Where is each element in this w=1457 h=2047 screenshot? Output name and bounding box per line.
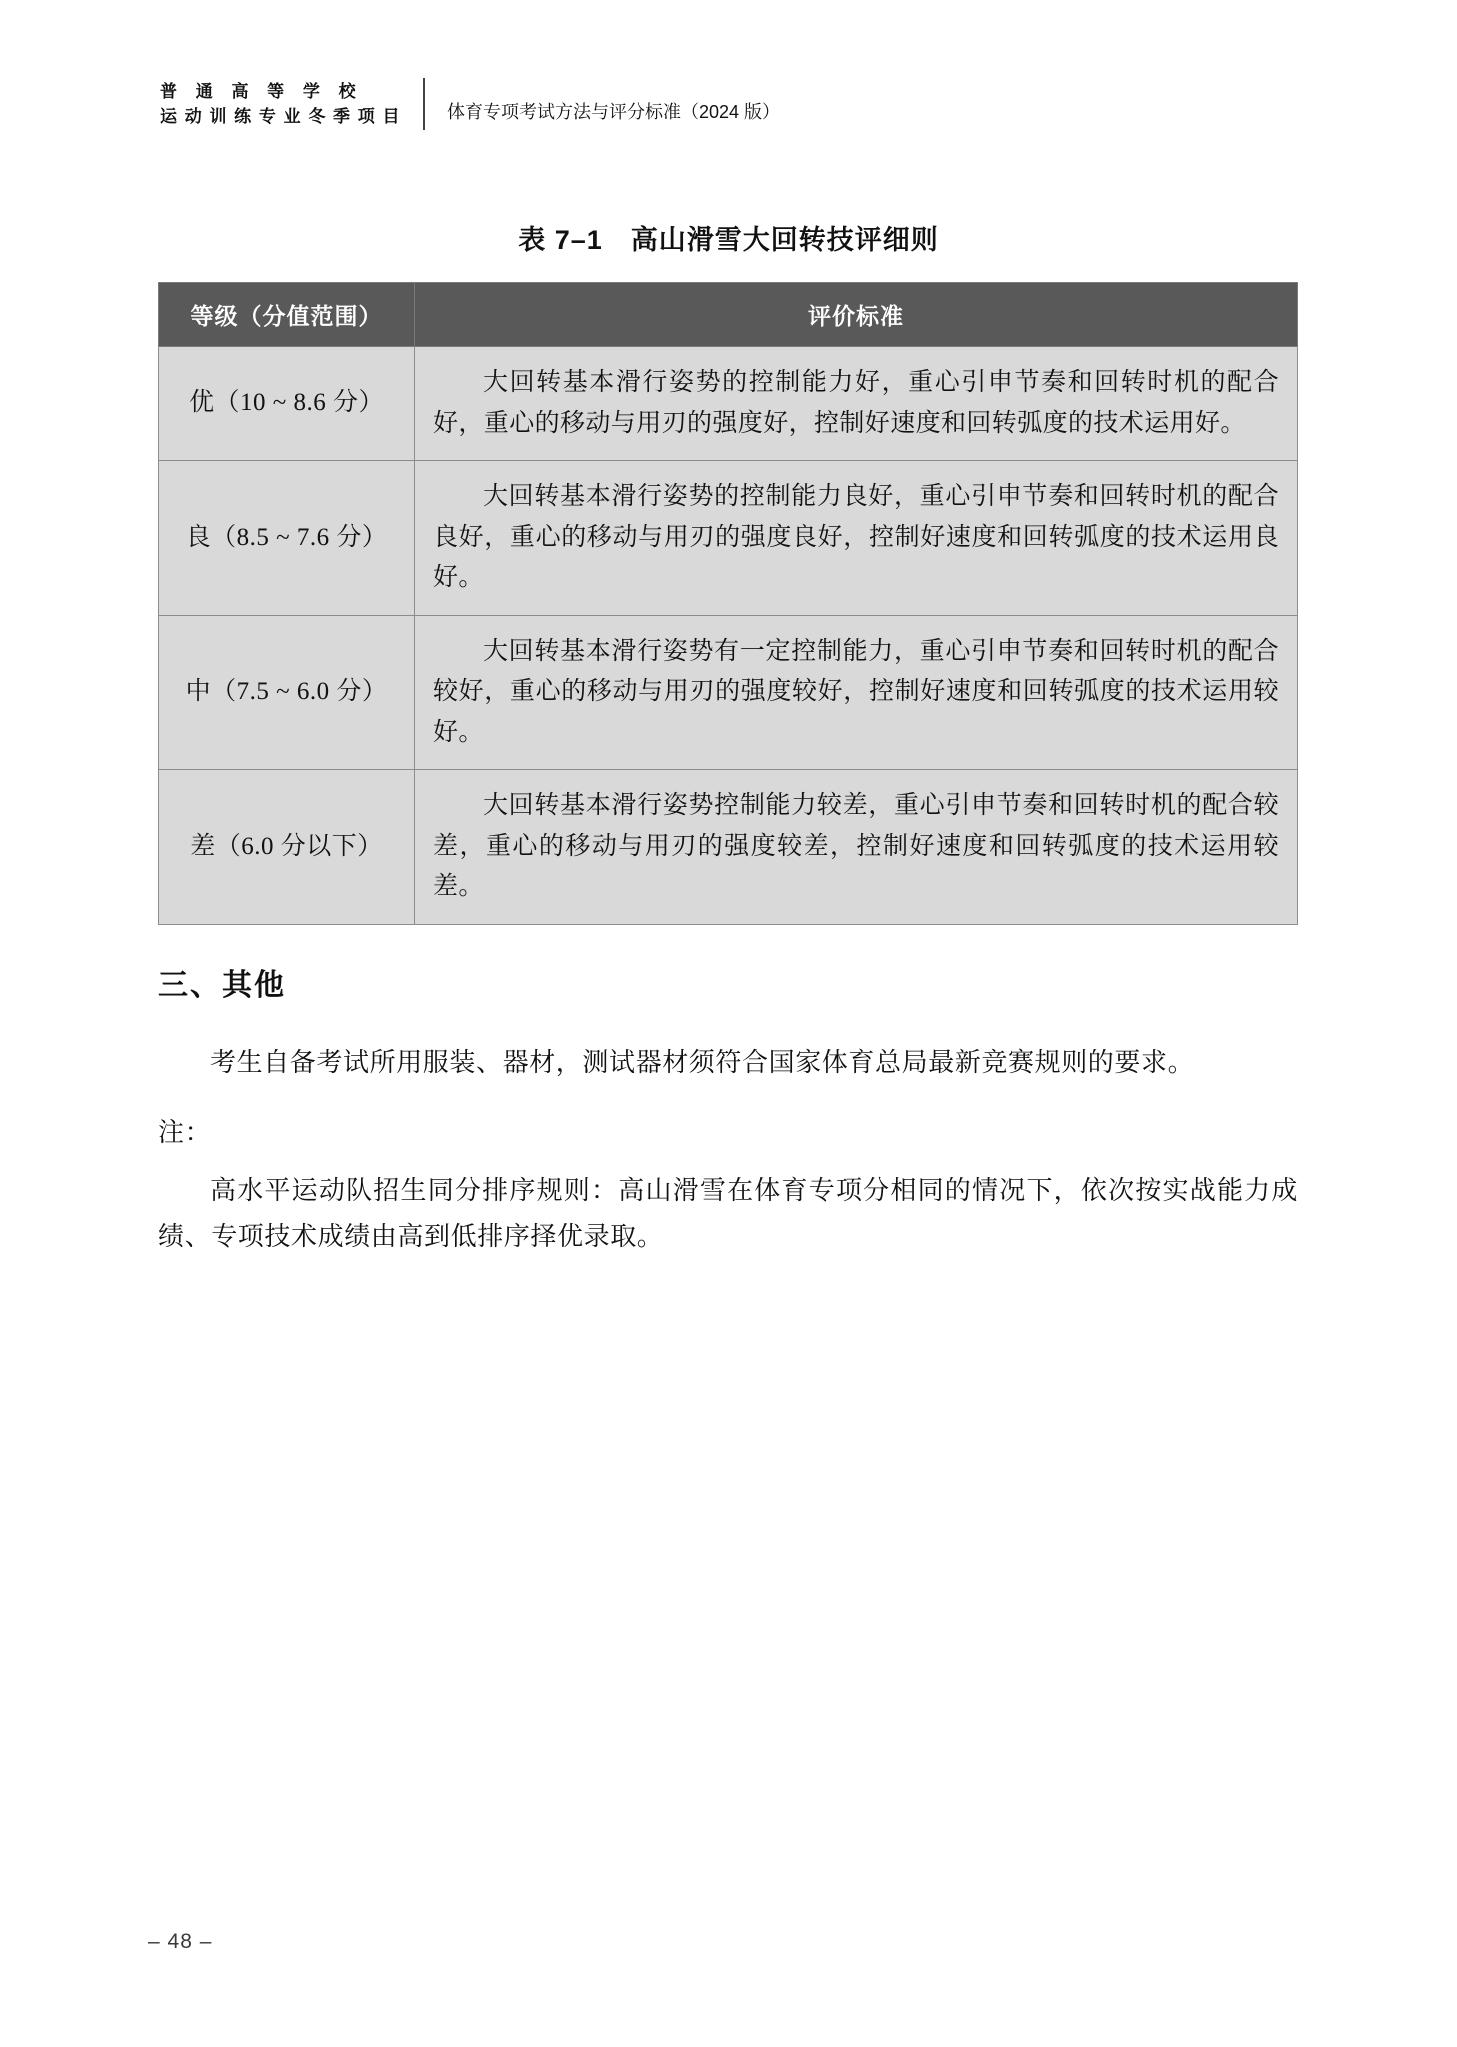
cell-level: 良（8.5 ~ 7.6 分） xyxy=(159,461,415,616)
table-header-row xyxy=(159,283,1298,347)
cell-criteria: 大回转基本滑行姿势有一定控制能力，重心引申节奏和回转时机的配合较好，重心的移动与用刃的强度较好，控制好速度和回转弧度的技术运用较好。 xyxy=(415,615,1298,770)
note-body: 高水平运动队招生同分排序规则：高山滑雪在体育专项分相同的情况下，依次按实战能力成绩、专项技术成绩由高到低排序择优录取。 xyxy=(158,1176,1298,1251)
running-header-subtitle: 体育专项考试方法与评分标准（2024 版） xyxy=(447,102,781,122)
table-row xyxy=(159,770,1298,925)
page-number: – 48 – xyxy=(148,1930,213,1953)
section-paragraph-equipment: 考生自备考试所用服装、器材，测试器材须符合国家体育总局最新竞赛规则的要求。 xyxy=(210,1048,1195,1077)
column-header-criteria: 评价标准 xyxy=(415,283,1298,347)
running-header-divider xyxy=(423,78,425,130)
cell-level: 中（7.5 ~ 6.0 分） xyxy=(159,615,415,770)
running-header-line1: 普 通 高 等 学 校 xyxy=(160,81,363,101)
section-heading-other: 三、其他 xyxy=(158,969,286,1002)
cell-level: 优（10 ~ 8.6 分） xyxy=(159,347,415,461)
grading-criteria-table xyxy=(158,282,1298,925)
table-row xyxy=(159,461,1298,616)
table-row xyxy=(159,615,1298,770)
cell-level: 差（6.0 分以下） xyxy=(159,770,415,925)
column-header-level: 等级（分值范围） xyxy=(159,283,415,347)
running-header-line2: 运 动 训 练 专 业 冬 季 项 目 xyxy=(160,107,402,126)
note-label: 注： xyxy=(158,1118,212,1147)
running-header-left xyxy=(160,79,423,130)
table-row xyxy=(159,347,1298,461)
cell-criteria: 大回转基本滑行姿势的控制能力良好，重心引申节奏和回转时机的配合良好，重心的移动与用刃的强度良好，控制好速度和回转弧度的技术运用良好。 xyxy=(415,461,1298,616)
running-header xyxy=(160,78,780,130)
cell-criteria: 大回转基本滑行姿势控制能力较差，重心引申节奏和回转时机的配合较差，重心的移动与用刃的强度较差，控制好速度和回转弧度的技术运用较差。 xyxy=(415,770,1298,925)
table-caption: 表 7–1 高山滑雪大回转技评细则 xyxy=(518,225,939,255)
cell-criteria: 大回转基本滑行姿势的控制能力好，重心引申节奏和回转时机的配合好，重心的移动与用刃的强度好，控制好速度和回转弧度的技术运用好。 xyxy=(415,347,1298,461)
